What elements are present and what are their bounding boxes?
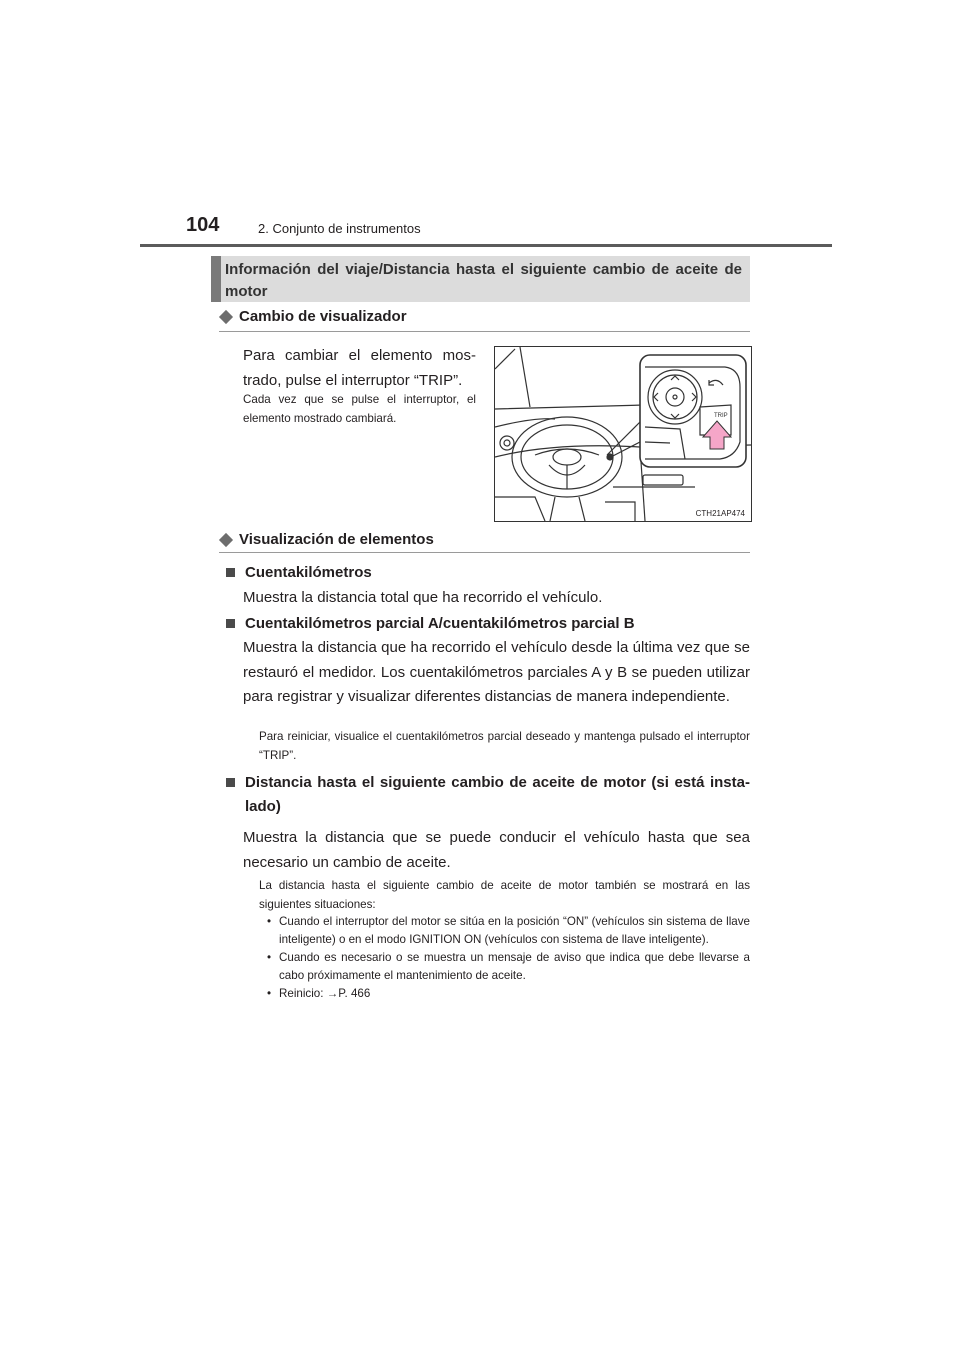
- bullet-list: [259, 913, 750, 1003]
- item-note: Para reiniciar, visualice el cuentakilómetros parcial deseado y mantenga pulsado el interruptor “TRIP”.: [259, 730, 750, 762]
- banner-accent-bar: [211, 256, 221, 302]
- item-title-text: Distancia hasta el siguiente cambio de aceite de motor (si está instalado): [245, 774, 750, 815]
- banner-title: Información del viaje/Distancia hasta el siguiente cambio de aceite de motor: [225, 261, 742, 300]
- list-item: • Cuando el interruptor del motor se sitúa en la posición “ON” (vehículos sin sistema de llave inteligente) o en el modo IGNITION ON (vehículos con sistema de llave inteligente).: [259, 913, 750, 949]
- item-title-text: Cuentakilómetros: [245, 564, 372, 581]
- page-number: 104: [186, 214, 220, 236]
- subheading-rule: [219, 331, 750, 332]
- section-banner: [211, 256, 750, 302]
- subheading-rule: [219, 552, 750, 553]
- cambio-note: Cada vez que se pulse el interruptor, el elemento mostrado cambiará.: [243, 393, 476, 425]
- diamond-icon: [219, 309, 233, 323]
- square-bullet-icon: [226, 619, 235, 628]
- item-title: [226, 771, 750, 819]
- square-bullet-icon: [226, 778, 235, 787]
- figure-code: CTH21AP474: [695, 509, 745, 518]
- list-item: • Cuando es necesario o se muestra un mensaje de aviso que indica que debe llevarse a cabo próximamente el mantenimiento de aceite.: [259, 949, 750, 985]
- square-bullet-icon: [226, 568, 235, 577]
- diamond-icon: [219, 532, 233, 546]
- item-title: [226, 561, 750, 585]
- subheading-cambio-text: Cambio de visualizador: [239, 308, 407, 325]
- cambio-text: Para cambiar el elemento mostrado, pulse el interruptor “TRIP”.: [243, 347, 476, 389]
- subheading-visualizacion-text: Visualización de elementos: [239, 531, 434, 548]
- subheading-cambio: [219, 308, 407, 325]
- item-text: Muestra la distancia que ha recorrido el vehículo desde la última vez que se restauró el medidor. Los cuentakilómetros parciales A y B se pueden utilizar para registrar y visualizar diferentes distancias de manera independiente.: [243, 639, 750, 705]
- trip-switch-illustration: [494, 346, 752, 522]
- subheading-visualizacion: [219, 531, 434, 548]
- item-note: La distancia hasta el siguiente cambio de aceite de motor también se mostrará en las siguientes situaciones:: [259, 879, 750, 911]
- item-title-text: Cuentakilómetros parcial A/cuentakilómetros parcial B: [245, 615, 635, 632]
- header-rule: [140, 244, 832, 247]
- trip-button-label: TRIP: [714, 413, 728, 419]
- steering-wheel-illustration: [495, 347, 751, 521]
- section-title: 2. Conjunto de instrumentos: [258, 221, 421, 236]
- item-text: Muestra la distancia que se puede conducir el vehículo hasta que sea necesario un cambio de aceite.: [243, 829, 750, 871]
- item-title: [226, 612, 750, 636]
- item-text: Muestra la distancia total que ha recorrido el vehículo.: [243, 589, 603, 606]
- list-item: • Reinicio: →P. 466: [259, 985, 750, 1003]
